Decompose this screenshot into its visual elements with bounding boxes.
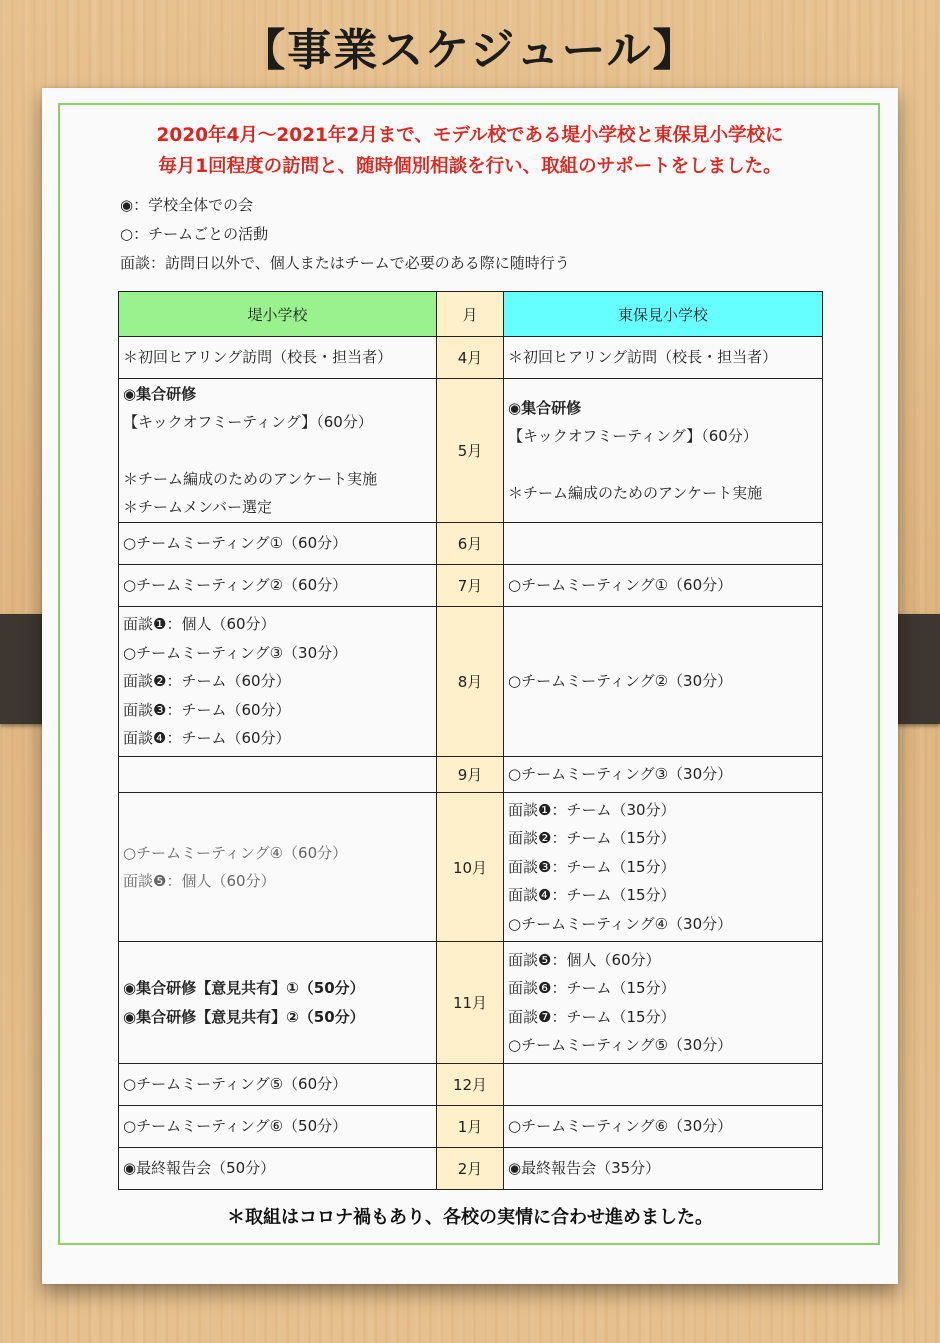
schedule-entry: 面談❷：チーム（15分） [508, 829, 676, 848]
schedule-entry: 面談❹：チーム（15分） [508, 886, 676, 905]
schedule-entry: 面談❼：チーム（15分） [508, 1007, 676, 1026]
schedule-entry: ＊初回ヒアリング訪問（校長・担当者） [508, 348, 778, 367]
cell-month: 11月 [437, 942, 504, 1064]
schedule-entry: ◉集合研修【意見共有】①（50分） [123, 979, 365, 997]
cell-higashihomi [504, 1064, 823, 1106]
schedule-entry: 面談❶：チーム（30分） [508, 800, 676, 819]
cell-month: 8月 [437, 607, 504, 757]
table-row [119, 942, 823, 1064]
intro-text [42, 120, 898, 182]
cell-higashihomi [504, 607, 823, 757]
schedule-entry: ○チームミーティング①（60分） [123, 534, 348, 553]
cell-month: 10月 [437, 793, 504, 942]
schedule-entry: ○チームミーティング②（30分） [508, 672, 733, 691]
cell-tsutsumi [119, 1148, 437, 1190]
cell-month: 5月 [437, 379, 504, 523]
schedule-entry: ○チームミーティング⑤（30分） [508, 1036, 733, 1054]
footer-note: ＊取組はコロナ禍もあり、各校の実情に合わせ進めました。 [227, 1207, 713, 1228]
legend-item-team: ○：チームごとの活動 [120, 225, 269, 243]
schedule-entry: 面談❷：チーム（60分） [123, 672, 291, 691]
schedule-entry: 面談❹：チーム（60分） [123, 729, 291, 748]
schedule-entry: ◉集合研修【意見共有】②（50分） [123, 1007, 365, 1026]
schedule-entry: ＊チームメンバー選定 [123, 498, 272, 516]
cell-tsutsumi [119, 757, 437, 793]
table-header-row [119, 292, 823, 337]
schedule-table [118, 291, 823, 1190]
schedule-entry: ◉集合研修 [123, 384, 197, 403]
table-row [119, 337, 823, 379]
table-row [119, 1106, 823, 1148]
cell-month: 4月 [437, 337, 504, 379]
legend-item-interview: 面談：訪問日以外で、個人またはチームで必要のある際に随時行う [120, 254, 570, 272]
intro-line: 2020年4月～2021年2月まで、モデル校である堤小学校と東保見小学校に [156, 125, 784, 146]
schedule-entry: ○チームミーティング⑥（50分） [123, 1117, 348, 1136]
legend-item-all-school: ◉：学校全体での会 [120, 196, 254, 214]
cell-tsutsumi [119, 523, 437, 565]
schedule-entry: ＊チーム編成のためのアンケート実施 [123, 469, 378, 488]
schedule-entry: ○チームミーティング①（60分） [508, 576, 733, 595]
table-row [119, 1064, 823, 1106]
schedule-entry: 面談❸：チーム（60分） [123, 700, 291, 719]
schedule-entry: ○チームミーティング②（60分） [123, 576, 348, 595]
cell-tsutsumi [119, 1106, 437, 1148]
schedule-entry: 【キックオフミーティング】（60分） [123, 413, 373, 431]
cell-tsutsumi [119, 1064, 437, 1106]
schedule-entry: ◉最終報告会（50分） [123, 1159, 276, 1178]
header-higashihomi: 東保見小学校 [504, 292, 823, 337]
cell-tsutsumi [119, 337, 437, 379]
cell-higashihomi [504, 379, 823, 523]
cell-tsutsumi [119, 793, 437, 942]
schedule-entry: 【キックオフミーティング】（60分） [508, 427, 758, 446]
schedule-entry: 面談❶：個人（60分） [123, 615, 276, 634]
cell-month: 7月 [437, 565, 504, 607]
cell-tsutsumi [119, 942, 437, 1064]
schedule-entry: ○チームミーティング④（60分） [123, 843, 348, 862]
schedule-entry: 面談❻：チーム（15分） [508, 979, 676, 997]
cell-month: 1月 [437, 1106, 504, 1148]
cell-higashihomi [504, 1106, 823, 1148]
header-month: 月 [437, 292, 504, 337]
cell-higashihomi [504, 1148, 823, 1190]
cell-tsutsumi [119, 565, 437, 607]
cell-higashihomi [504, 565, 823, 607]
page-title: 【事業スケジュール】 [241, 25, 699, 76]
schedule-entry: ＊チーム編成のためのアンケート実施 [508, 483, 763, 502]
schedule-entry: ○チームミーティング⑤（60分） [123, 1075, 348, 1094]
schedule-entry: ＊初回ヒアリング訪問（校長・担当者） [123, 348, 393, 367]
schedule-entry: 面談❺：個人（60分） [508, 950, 661, 969]
schedule-entry: 面談❺：個人（60分） [123, 872, 276, 890]
table-row [119, 565, 823, 607]
cell-month: 12月 [437, 1064, 504, 1106]
cell-month: 2月 [437, 1148, 504, 1190]
schedule-entry: ◉最終報告会（35分） [508, 1159, 661, 1178]
schedule-entry: ◉集合研修 [508, 398, 582, 417]
schedule-sheet [42, 88, 898, 1284]
cell-month: 6月 [437, 523, 504, 565]
cell-higashihomi [504, 523, 823, 565]
schedule-entry: ○チームミーティング③（30分） [123, 643, 348, 662]
header-tsutsumi: 堤小学校 [119, 292, 437, 337]
cell-higashihomi [504, 337, 823, 379]
table-row [119, 757, 823, 793]
cell-tsutsumi [119, 379, 437, 523]
table-row [119, 1148, 823, 1190]
schedule-entry: ○チームミーティング③（30分） [508, 765, 733, 784]
intro-line: 毎月1回程度の訪問と、随時個別相談を行い、取組のサポートをしました。 [158, 156, 782, 177]
schedule-entry: ○チームミーティング④（30分） [508, 914, 733, 933]
cell-tsutsumi [119, 607, 437, 757]
cell-higashihomi [504, 757, 823, 793]
schedule-entry: 面談❸：チーム（15分） [508, 857, 676, 876]
table-row [119, 607, 823, 757]
cell-higashihomi [504, 942, 823, 1064]
legend [120, 191, 570, 278]
table-row [119, 523, 823, 565]
table-row [119, 793, 823, 942]
cell-higashihomi [504, 793, 823, 942]
cell-month: 9月 [437, 757, 504, 793]
table-row [119, 379, 823, 523]
schedule-entry: ○チームミーティング⑥（30分） [508, 1117, 733, 1136]
